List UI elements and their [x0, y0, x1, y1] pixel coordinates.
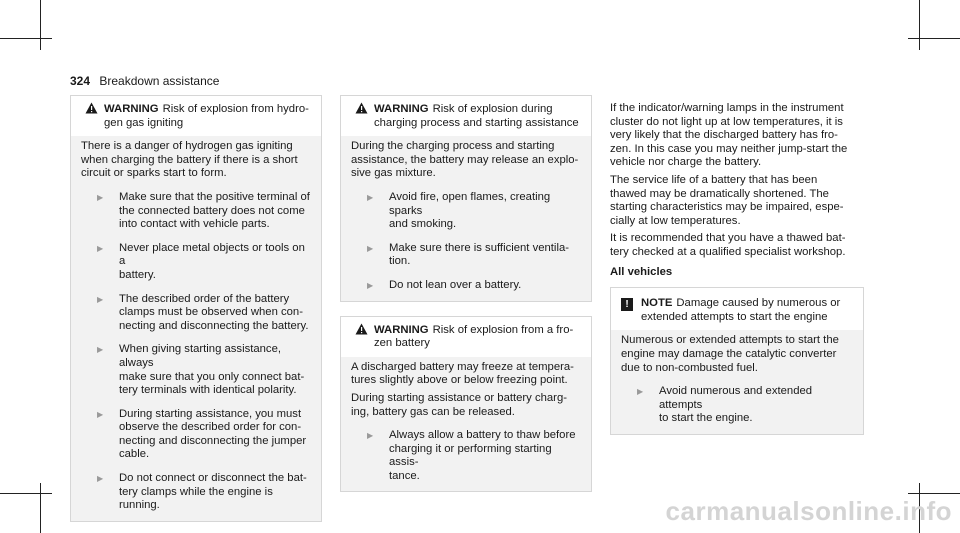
list-item-text: Make sure there is sufficient ventila- tion. [389, 241, 569, 268]
list-item-text: During starting assistance, you must observe the described order for con- necting and disconnecting the jumper cable. [119, 407, 307, 461]
arrow-icon: ▶ [367, 192, 374, 202]
column-right [610, 102, 864, 435]
warning-triangle-icon [355, 323, 370, 335]
warning-label: WARNING [104, 103, 159, 115]
column-middle [340, 95, 592, 492]
list-item-text: Avoid fire, open flames, creating sparks and smoking. [389, 190, 551, 231]
note-box [610, 287, 864, 435]
arrow-icon: ▶ [367, 431, 374, 441]
watermark: carmanualsonline.info [665, 496, 952, 526]
warning-body [341, 357, 591, 492]
section-title: Breakdown assistance [99, 74, 220, 88]
warning-intro: During starting assistance or battery charg- ing, battery gas can be released. [351, 391, 567, 418]
list-item [81, 472, 311, 513]
arrow-icon: ▶ [97, 294, 104, 304]
list-item [81, 191, 311, 232]
page-number: 324 [70, 74, 91, 88]
list-item-text: The described order of the battery clamps must be observed when con- necting and disconnecting the battery. [119, 292, 309, 332]
crop-mark [919, 0, 920, 50]
list-item [351, 429, 581, 483]
warning-title-text: Risk of explosion from hydro- gen gas igniting [104, 103, 309, 129]
arrow-icon: ▶ [367, 243, 374, 253]
column-left [70, 95, 322, 522]
crop-mark [40, 0, 41, 50]
warning-body [71, 136, 321, 521]
arrow-icon: ▶ [97, 409, 104, 419]
crop-mark [0, 38, 52, 39]
warning-title-text: Risk of explosion from a fro- zen battery [374, 323, 574, 350]
warning-label: WARNING [374, 323, 429, 336]
list-item-text: Never place metal objects or tools on a battery. [119, 241, 305, 281]
warning-body [341, 136, 591, 300]
list-item-text: Avoid numerous and extended attempts to start the engine. [659, 385, 813, 425]
arrow-icon: ▶ [637, 387, 644, 397]
warning-box-frozen [340, 316, 592, 493]
crop-mark [0, 493, 52, 494]
warning-triangle-icon [355, 102, 370, 114]
warning-label: WARNING [374, 103, 429, 115]
arrow-icon: ▶ [97, 474, 104, 484]
crop-mark [908, 493, 960, 494]
warning-intro: During the charging process and starting assistance, the battery may release an explo- sive gas mixture. [351, 140, 579, 180]
list-item-text: Do not connect or disconnect the bat- tery clamps while the engine is running. [119, 472, 307, 512]
note-icon: ! [621, 298, 633, 311]
note-title-text: Damage caused by numerous or extended attempts to start the engine [641, 297, 841, 323]
list-item [81, 293, 311, 334]
list-item [81, 343, 311, 397]
list-item [351, 279, 581, 293]
warning-intro: A discharged battery may freeze at tempera- tures slightly above or below freezing point. [351, 360, 574, 387]
paragraph: The service life of a battery that has been thawed may be dramatically shortened. The starting characteristics may be impaired, espe- cially at low temperatures. [610, 173, 844, 227]
list-item [81, 242, 311, 283]
paragraph: If the indicator/warning lamps in the instrument cluster do not light up at low temperatures, it is very likely that the discharged battery has fro- zen. In this case you may neither jump-start the vehicle nor charge the battery. [610, 102, 848, 169]
arrow-icon: ▶ [97, 345, 104, 355]
warning-title-text: Risk of explosion during charging process and starting assistance [374, 103, 579, 129]
note-intro: Numerous or extended attempts to start the engine may damage the catalytic converter due to non-combusted fuel. [621, 334, 839, 374]
arrow-icon: ▶ [97, 192, 104, 202]
list-item [351, 191, 581, 232]
note-body [611, 330, 863, 434]
list-item [621, 385, 853, 426]
note-label: NOTE [641, 297, 673, 310]
warning-triangle-icon [85, 102, 100, 114]
list-item-text: When giving starting assistance, always make sure that you only connect bat- tery terminals with identical polarity. [119, 343, 305, 397]
arrow-icon: ▶ [367, 280, 374, 290]
page-header [70, 74, 219, 88]
paragraph: It is recommended that you have a thawed bat- tery checked at a qualified specialist workshop. [610, 232, 846, 258]
warning-box-charging [340, 95, 592, 302]
list-item-text: Always allow a battery to thaw before charging it or performing starting assis- tance. [389, 429, 576, 482]
list-item [351, 242, 581, 269]
list-item-text: Do not lean over a battery. [389, 278, 522, 291]
list-item-text: Make sure that the positive terminal of the connected battery does not come into contact with vehicle parts. [119, 190, 310, 231]
crop-mark [40, 483, 41, 533]
arrow-icon: ▶ [97, 243, 104, 253]
warning-intro: There is a danger of hydrogen gas igniting when charging the battery if there is a short circuit or sparks start to form. [81, 140, 298, 180]
list-item [81, 408, 311, 462]
warning-box-hydrogen [70, 95, 322, 522]
crop-mark [908, 38, 960, 39]
subheading: All vehicles [610, 265, 673, 278]
